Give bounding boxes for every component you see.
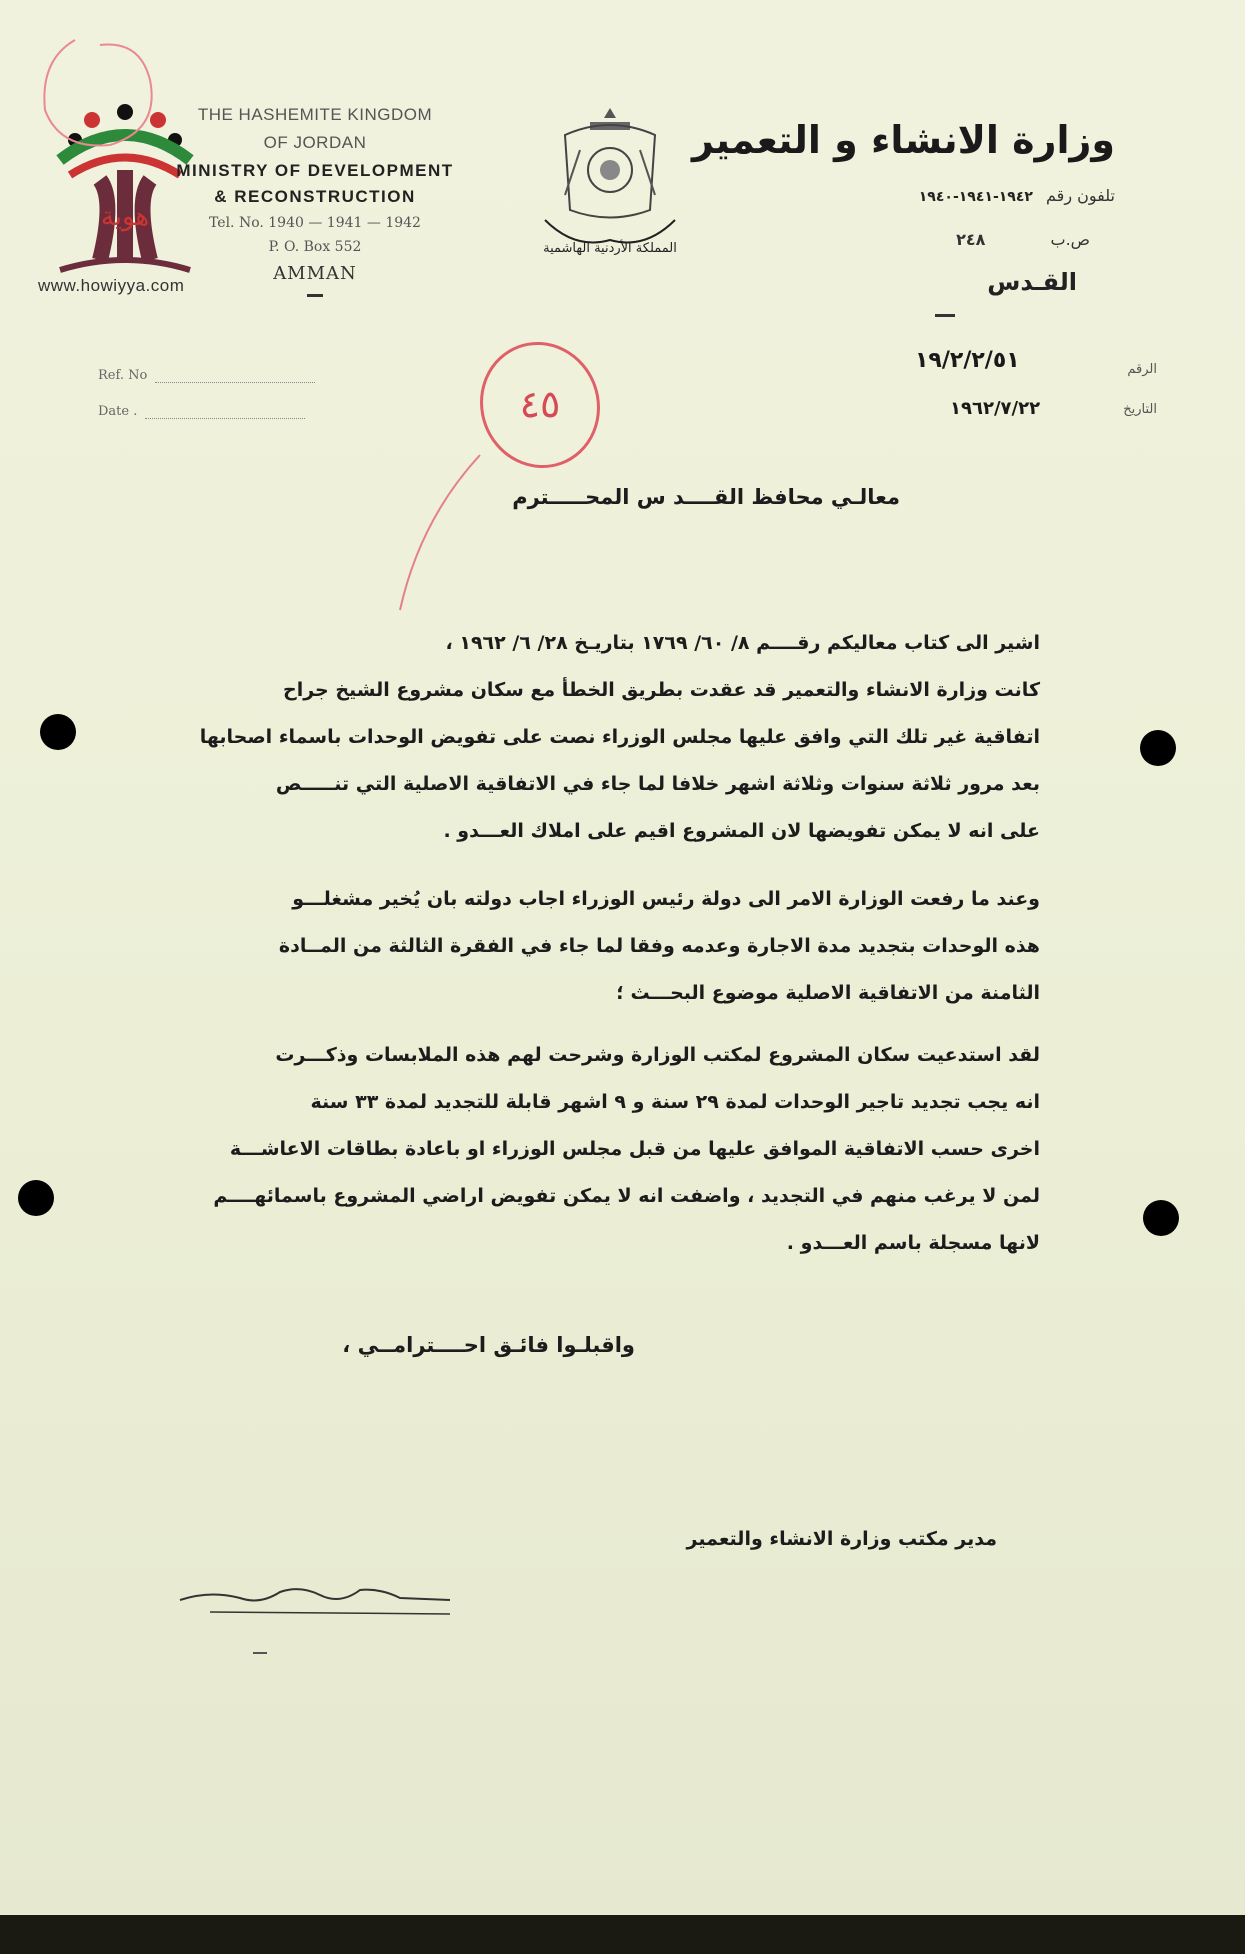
english-letterhead (150, 105, 480, 297)
paragraph-2-line: الثامنة من الاتفاقية الاصلية موضوع البحـــث ؛ (616, 982, 1040, 1004)
pobox-number-ar: ٢٤٨ (956, 230, 986, 249)
stamp-circle (470, 335, 610, 475)
crest-motto: المملكة الأردنية الهاشمية (543, 241, 677, 256)
punch-hole (18, 1180, 54, 1216)
date-label: Date . (98, 404, 138, 419)
stamp-number: ٤٥ (519, 382, 561, 426)
ref-date-value: ١٩٦٢/٧/٢٢ (950, 398, 1041, 419)
divider-mark-ar (935, 314, 955, 317)
ref-number-value: ١٩/٢/٢/٥١ (915, 348, 1020, 373)
kingdom-line-1: THE HASHEMITE KINGDOM (197, 105, 433, 124)
paragraph-2-line: وعند ما رفعت الوزارة الامر الى دولة رئيس الوزراء اجاب دولته بان يُخير مشغلـــو (292, 888, 1040, 910)
ref-no-field (98, 368, 315, 383)
punch-hole (1140, 730, 1176, 766)
city-ar: القـدس (987, 268, 1077, 296)
date-field (98, 404, 305, 419)
ref-no-label: Ref. No (98, 368, 148, 383)
addressee: معالـي محافظ القــــد س المحـــــترم (512, 485, 900, 509)
scan-border (0, 1915, 1245, 1954)
ministry-title-ar: وزارة الانشاء و التعمير (692, 118, 1115, 162)
divider-mark (307, 294, 323, 297)
pobox-label-ar: ص.ب (1050, 230, 1090, 249)
paragraph-2 (279, 876, 1040, 1017)
punch-hole (40, 714, 76, 750)
handwritten-signature (170, 1570, 460, 1630)
ref-date-label-ar: التاريخ (1123, 402, 1157, 417)
kingdom-line-2: OF JORDAN (263, 133, 367, 152)
paragraph-3 (213, 1032, 1040, 1267)
paragraph-3-line: لانها مسجلة باسم العـــدو . (786, 1232, 1040, 1254)
paragraph-2-line: هذه الوحدات بتجديد مدة الاجارة وعدمه وفقا لما جاء في الفقرة الثالثة من المــادة (278, 935, 1040, 957)
paragraph-1-line: اتفاقية غير تلك التي وافق عليها مجلس الوزراء نصت على تفويض الوحدات باسماء اصحابها (199, 726, 1040, 748)
ref-number-label-ar: الرقم (1127, 362, 1157, 377)
pobox-line-ar (956, 230, 1090, 249)
paragraph-3-line: لقد استدعيت سكان المشروع لمكتب الوزارة وشرحت لهم هذه الملابسات وذكـــرت (275, 1044, 1040, 1066)
phone-line-ar (919, 186, 1115, 205)
royal-crest-icon (535, 100, 685, 260)
ministry-line-1: MINISTRY OF DEVELOPMENT (176, 161, 454, 180)
paragraph-1-line: اشير الى كتاب معاليكم رقــــم ٨/ ٦٠/ ١٧٦٩ بتاريـخ ٢٨/ ٦/ ١٩٦٢ ، (445, 632, 1040, 654)
paragraph-1-line: على انه لا يمكن تفويضها لان المشروع اقيم على املاك العـــدو . (443, 820, 1040, 842)
watermark-site[interactable]: www.howiyya.com (38, 276, 185, 295)
closing-line: واقبلـوا فائـق احــــترامــي ، (342, 1333, 635, 1357)
punch-hole (1143, 1200, 1179, 1236)
ministry-line-2: & RECONSTRUCTION (214, 187, 416, 206)
signatory-title: مدير مكتب وزارة الانشاء والتعمير (686, 1528, 997, 1550)
logo-label: هوية (100, 202, 150, 232)
telephone-line: Tel. No. 1940 — 1941 — 1942 (209, 215, 421, 231)
paragraph-1-line: كانت وزارة الانشاء والتعمير قد عقدت بطريق الخطأ مع سكان مشروع الشيخ جراح (283, 679, 1040, 701)
paragraph-3-line: اخرى حسب الاتفاقية الموافق عليها من قبل مجلس الوزراء او باعادة بطاقات الاعاشـــة (229, 1138, 1040, 1160)
city-line: AMMAN (273, 263, 357, 284)
paragraph-1 (200, 620, 1040, 855)
paragraph-1-line: بعد مرور ثلاثة سنوات وثلاثة اشهر خلافا لما جاء في الاتفاقية الاصلية التي تنـــــص (275, 773, 1040, 795)
signature-mark (253, 1652, 267, 1654)
phone-numbers-ar: ١٩٤٢-١٩٤١-١٩٤٠ (918, 189, 1033, 205)
paragraph-3-line: لمن لا يرغب منهم في التجديد ، واضفت انه لا يمكن تفويض اراضي المشروع باسمائهــــم (213, 1185, 1040, 1207)
pobox-line: P. O. Box 552 (268, 239, 362, 255)
phone-label-ar: تلفون رقم (1046, 186, 1115, 205)
paragraph-3-line: انه يجب تجديد تاجير الوحدات لمدة ٢٩ سنة و ٩ اشهر قابلة للتجديد لمدة ٣٣ سنة (310, 1091, 1040, 1113)
